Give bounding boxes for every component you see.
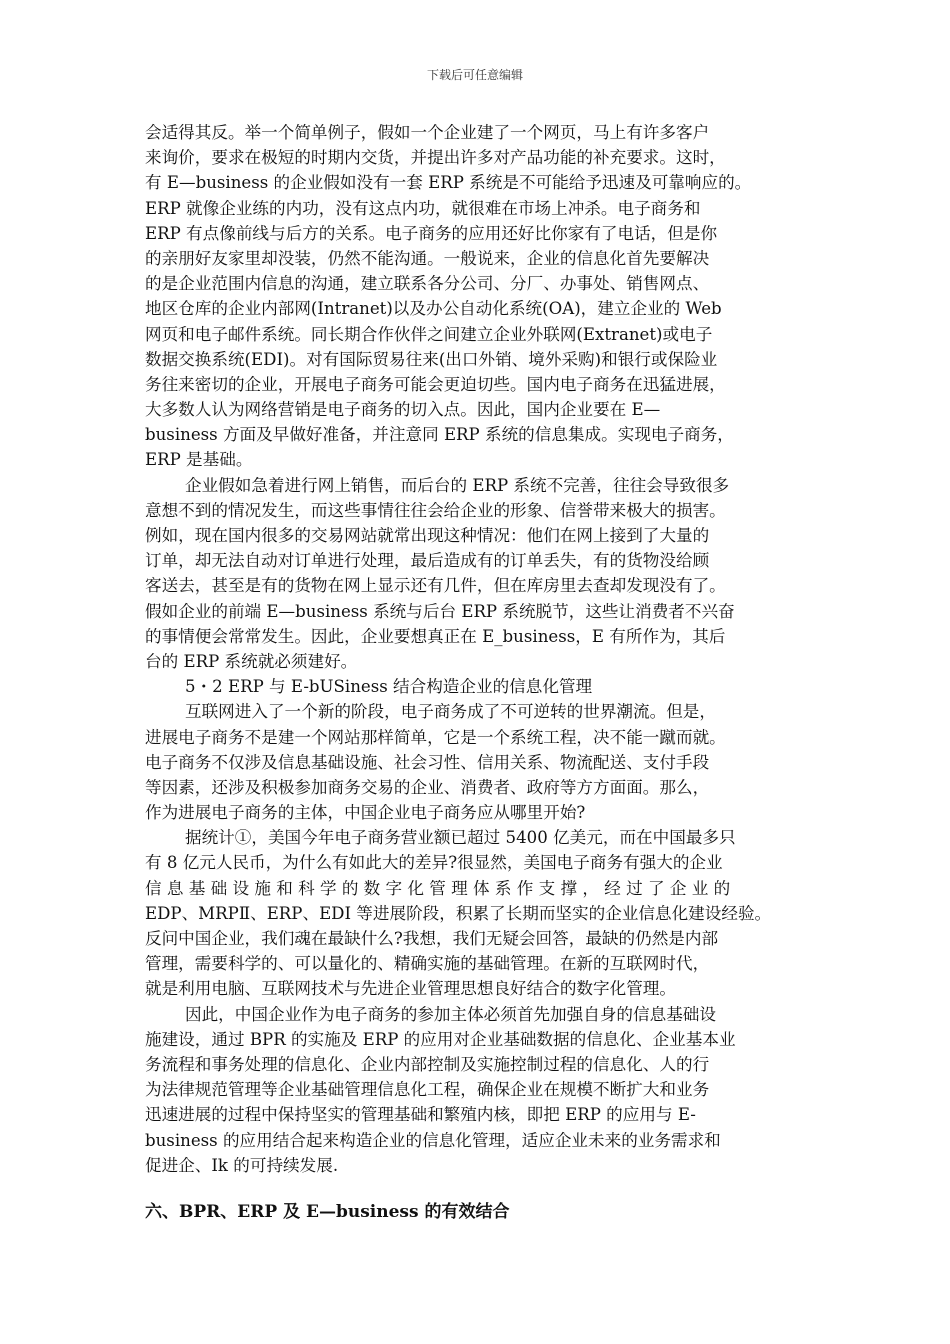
text-line: 大多数人认为网络营销是电子商务的切入点。因此，国内企业要在 E—	[145, 400, 661, 420]
text-line: 进展电子商务不是建一个网站那样简单，它是一个系统工程，决不能一蹴而就。	[145, 727, 726, 747]
text-line: 迅速进展的过程中保持坚实的管理基础和繁殖内核，即把 ERP 的应用与 E-	[145, 1105, 696, 1125]
text-line: 来询价，要求在极短的时期内交货，并提出许多对产品功能的补充要求。这时，	[145, 148, 726, 168]
text-line: ERP 有点像前线与后方的关系。电子商务的应用还好比你家有了电话，但是你	[145, 223, 718, 243]
text-line: business 的应用结合起来构造企业的信息化管理，适应企业未来的业务需求和	[145, 1130, 721, 1150]
section-heading: 六、BPR、ERP 及 E—business 的有效结合	[145, 1202, 510, 1222]
text-line: 的是企业范围内信息的沟通，建立联系各分公司、分厂、办事处、销售网点、	[145, 274, 710, 294]
document-body	[145, 120, 810, 1178]
text-line: 企业假如急着进行网上销售，而后台的 ERP 系统不完善，往往会导致很多	[185, 475, 730, 495]
page-header: 下载后可任意编辑	[426, 68, 523, 82]
text-line: 电子商务不仅涉及信息基础设施、社会习性、信用关系、物流配送、支付手段	[145, 752, 710, 772]
subsection-title: 5・2 ERP 与 E-bUSiness 结合构造企业的信息化管理	[185, 677, 593, 697]
text-line: 有 E—business 的企业假如没有一套 ERP 系统是不可能给予迅速及可靠响应的。	[145, 173, 752, 193]
text-line: 的事情便会常常发生。因此，企业要想真正在 E_business，E 有所作为，其后	[145, 626, 726, 646]
text-line: 假如企业的前端 E—business 系统与后台 ERP 系统脱节，这些让消费者不兴奋	[145, 601, 735, 621]
text-line: 信 息 基 础 设 施 和 科 学 的 数 字 化 管 理 体 系 作 支 撑 ， 经 过 了 企 业 的	[145, 878, 731, 898]
text-line: 因此，中国企业作为电子商务的参加主体必须首先加强自身的信息基础设	[185, 1004, 716, 1024]
text-line: 网页和电子邮件系统。同长期合作伙伴之间建立企业外联网(Extranet)或电子	[145, 324, 713, 344]
text-line: 会适得其反。举一个简单例子，假如一个企业建了一个网页，马上有许多客户	[145, 123, 710, 142]
text-line: 客送去，甚至是有的货物在网上显示还有几件，但在库房里去查却发现没有了。	[145, 576, 726, 596]
text-line: 台的 ERP 系统就必须建好。	[145, 651, 358, 671]
text-line: 务流程和事务处理的信息化、企业内部控制及实施控制过程的信息化、人的行	[145, 1054, 710, 1074]
text-line: EDP、MRPⅡ、ERP、EDI 等进展阶段，积累了长期而坚实的企业信息化建设经验。	[145, 903, 772, 923]
text-line: 例如，现在国内很多的交易网站就常出现这种情况：他们在网上接到了大量的	[145, 526, 710, 545]
text-line: 就是利用电脑、互联网技术与先进企业管理思想良好结合的数字化管理。	[145, 979, 676, 999]
text-line: 施建设，通过 BPR 的实施及 ERP 的应用对企业基础数据的信息化、企业基本业	[145, 1029, 736, 1049]
text-line: 为法律规范管理等企业基础管理信息化工程，确保企业在规模不断扩大和业务	[145, 1080, 710, 1100]
text-line: ERP 是基础。	[145, 450, 253, 470]
text-line: 等因素，还涉及积极参加商务交易的企业、消费者、政府等方方面面。那么，	[145, 777, 710, 797]
text-line: 的亲朋好友家里却没装，仍然不能沟通。一般说来，企业的信息化首先要解决	[145, 248, 710, 268]
text-line: 互联网进入了一个新的阶段，电子商务成了不可逆转的世界潮流。但是，	[185, 702, 716, 722]
text-line: 地区仓库的企业内部网(Intranet)以及办公自动化系统(OA)，建立企业的 Web	[145, 299, 722, 319]
text-line: business 方面及早做好准备，并注意同 ERP 系统的信息集成。实现电子商务，	[145, 425, 734, 445]
text-line: 管理，需要科学的、可以量化的、精确实施的基础管理。在新的互联网时代，	[145, 954, 710, 974]
text-line: 反问中国企业，我们魂在最缺什么?我想，我们无疑会回答，最缺的仍然是内部	[145, 929, 719, 948]
text-line: 作为进展电子商务的主体，中国企业电子商务应从哪里开始?	[145, 803, 586, 823]
text-line: 务往来密切的企业，开展电子商务可能会更迫切些。国内电子商务在迅猛进展，	[145, 374, 726, 394]
text-line: 意想不到的情况发生，而这些事情往往会给企业的形象、信誉带来极大的损害。	[145, 500, 726, 520]
text-line: 有 8 亿元人民币，为什么有如此大的差异?很显然，美国电子商务有强大的企业	[145, 853, 723, 873]
text-line: ERP 就像企业练的内功，没有这点内功，就很难在市场上冲杀。电子商务和	[145, 198, 701, 218]
text-line: 据统计①，美国今年电子商务营业额已超过 5400 亿美元，而在中国最多只	[185, 828, 736, 848]
text-line: 数据交换系统(EDI)。对有国际贸易往来(出口外销、境外采购)和银行或保险业	[145, 349, 718, 369]
text-line: 促进企、Ik 的可持续发展.	[145, 1155, 339, 1175]
text-line: 订单，却无法自动对订单进行处理，最后造成有的订单丢失，有的货物没给顾	[145, 551, 710, 571]
